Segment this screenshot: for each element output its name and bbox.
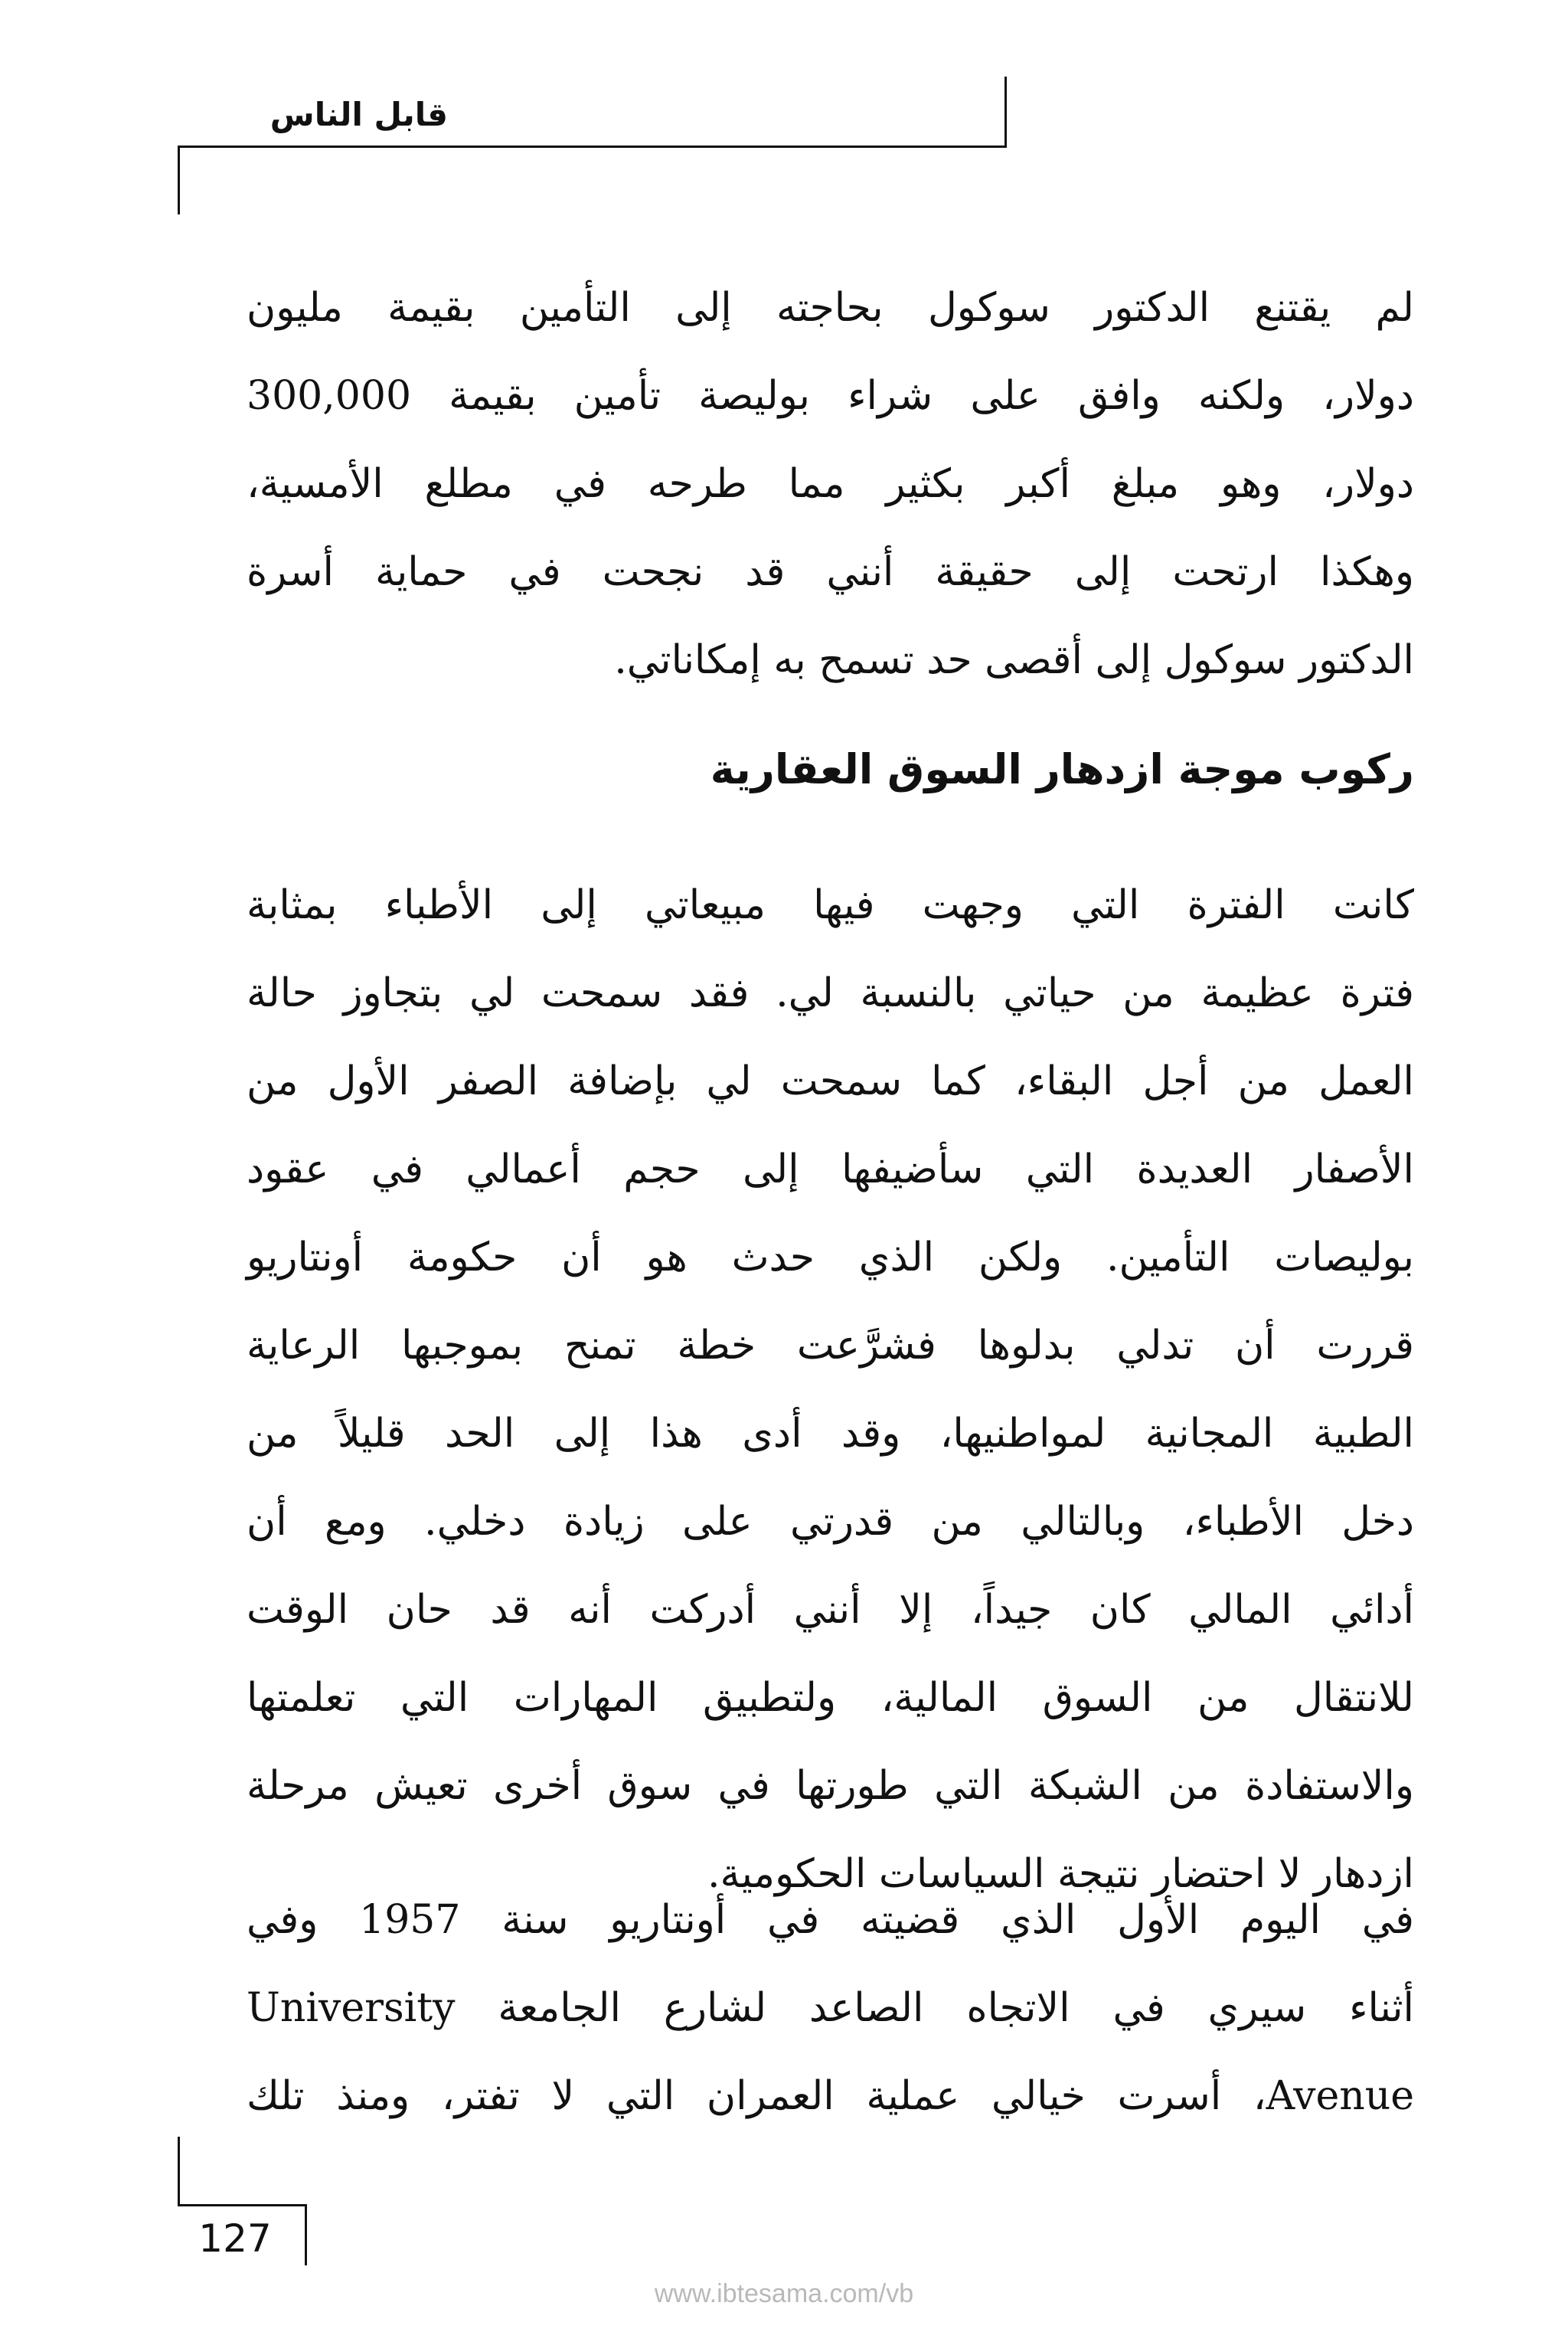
footer-rule-vertical-left (178, 2137, 180, 2206)
paragraph-line: فترة عظيمة من حياتي بالنسبة لي. فقد سمحت لي بتجاوز حالة (247, 970, 1414, 1016)
paragraph-line: أثناء سيري في الاتجاه الصاعد لشارع الجامعة University (247, 1985, 1414, 2031)
paragraph-line: Avenue، أسرت خيالي عملية العمران التي لا تفتر، ومنذ تلك (247, 2073, 1414, 2119)
paragraph-2 (247, 862, 1414, 1918)
paragraph-line: أدائي المالي كان جيداً، إلا أنني أدركت أنه قد حان الوقت (247, 1587, 1414, 1633)
header-rule-horizontal (178, 146, 1007, 148)
paragraph-line: دولار، ولكنه وافق على شراء بوليصة تأمين بقيمة 300,000 (247, 373, 1414, 419)
running-head: قابل الناس (270, 96, 448, 133)
watermark-url: www.ibtesama.com/vb (654, 2279, 914, 2308)
paragraph-line: ازدهار لا احتضار نتيجة السياسات الحكومية. (707, 1851, 1414, 1897)
paragraph-line: للانتقال من السوق المالية، ولتطبيق المهارات التي تعلمتها (247, 1675, 1414, 1721)
paragraph-line: دولار، وهو مبلغ أكبر بكثير مما طرحه في مطلع الأمسية، (247, 461, 1414, 507)
paragraph-line: في اليوم الأول الذي قضيته في أونتاريو سنة 1957 وفي (247, 1897, 1415, 1943)
footer-rule-horizontal (178, 2204, 306, 2206)
paragraph-1 (247, 264, 1414, 705)
paragraph-line: الدكتور سوكول إلى أقصى حد تسمح به إمكاناتي. (614, 637, 1414, 683)
paragraph-line: الطبية المجانية لمواطنيها، وقد أدى هذا إلى الحد قليلاً من (247, 1411, 1414, 1457)
paragraph-line: كانت الفترة التي وجهت فيها مبيعاتي إلى الأطباء بمثابة (247, 882, 1414, 928)
paragraph-line: دخل الأطباء، وبالتالي من قدرتي على زيادة دخلي. ومع أن (247, 1499, 1414, 1545)
paragraph-line: الأصفار العديدة التي سأضيفها إلى حجم أعمالي في عقود (247, 1146, 1414, 1192)
header-rule-vertical-left (178, 146, 180, 214)
paragraph-line: بوليصات التأمين. ولكن الذي حدث هو أن حكومة أونتاريو (247, 1235, 1414, 1280)
paragraph-3 (247, 1876, 1414, 2141)
paragraph-line: وهكذا ارتحت إلى حقيقة أنني قد نجحت في حماية أسرة (247, 549, 1414, 595)
paragraph-line: العمل من أجل البقاء، كما سمحت لي بإضافة الصفر الأول من (247, 1058, 1414, 1104)
paragraph-line: قررت أن تدلي بدلوها فشرَّعت خطة تمنح بموجبها الرعاية (247, 1323, 1414, 1369)
paragraph-line: لم يقتنع الدكتور سوكول بحاجته إلى التأمين بقيمة مليون (247, 285, 1414, 331)
page-number: 127 (198, 2216, 272, 2261)
header-rule-vertical-right (1004, 77, 1007, 147)
paragraph-line: والاستفادة من الشبكة التي طورتها في سوق أخرى تعيش مرحلة (247, 1763, 1414, 1809)
footer-rule-vertical-right (305, 2204, 307, 2265)
section-heading: ركوب موجة ازدهار السوق العقارية (710, 745, 1414, 793)
